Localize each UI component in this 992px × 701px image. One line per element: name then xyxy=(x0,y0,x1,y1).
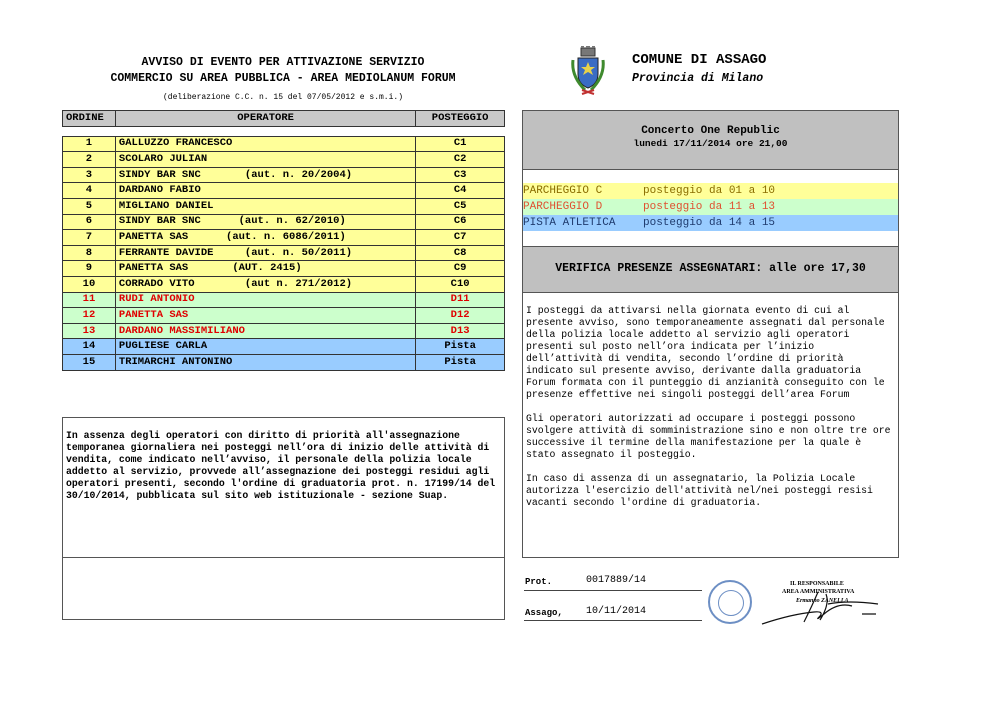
province-name: Provincia di Milano xyxy=(632,72,764,85)
operatore-cell: DARDANO FABIO xyxy=(115,183,415,199)
municipal-seal-icon xyxy=(708,580,752,624)
operators-table xyxy=(62,110,505,371)
event-name: Concerto One Republic xyxy=(641,125,780,137)
left-note-box xyxy=(62,417,505,558)
operatore-cell: RUDI ANTONIO xyxy=(115,292,415,308)
handwritten-signature-icon xyxy=(758,584,882,628)
notice-subtitle: (deliberazione C.C. n. 15 del 07/05/2012 e s.m.i.) xyxy=(162,93,404,102)
operatore-cell: FERRANTE DAVIDE (aut. n. 50/2011) xyxy=(115,245,415,261)
operatore-cell: PANETTA SAS (aut. n. 6086/2011) xyxy=(115,230,415,246)
posteggio-cell: Pista xyxy=(416,339,505,355)
table-row xyxy=(63,354,505,370)
posteggio-cell: C2 xyxy=(416,152,505,168)
parking-row xyxy=(523,199,898,215)
ordine-cell: 13 xyxy=(63,323,116,339)
right-note-paragraph-2: Gli operatori autorizzati ad occupare i posteggi possono svolgere attività di somministrazione sino e non oltre tre ore successive il termine della manifestazione per la quale è stato assegnato il posteggio. xyxy=(526,413,891,460)
date-underline xyxy=(524,620,702,621)
operatore-cell: PANETTA SAS xyxy=(115,308,415,324)
table-row xyxy=(63,323,505,339)
ordine-cell: 14 xyxy=(63,339,116,355)
parking-range: posteggio da 14 a 15 xyxy=(643,217,776,229)
col-header-ordine: ORDINE xyxy=(63,111,116,127)
operatore-cell: DARDANO MASSIMILIANO xyxy=(115,323,415,339)
ordine-cell: 8 xyxy=(63,245,116,261)
right-note-paragraph-3: In caso di assenza di un assegnatario, la Polizia Locale autorizza l'esercizio dell'attività nel/nei posteggi resisi vacanti secondo l'ordine di graduatoria. xyxy=(526,473,873,508)
table-row xyxy=(63,308,505,324)
table-row xyxy=(63,245,505,261)
posteggio-cell: C9 xyxy=(416,261,505,277)
ordine-cell: 15 xyxy=(63,354,116,370)
posteggio-cell: D11 xyxy=(416,292,505,308)
comune-name: COMUNE DI ASSAGO xyxy=(632,52,767,68)
posteggio-cell: C8 xyxy=(416,245,505,261)
posteggio-cell: D13 xyxy=(416,323,505,339)
operatore-cell: SCOLARO JULIAN xyxy=(115,152,415,168)
posteggio-cell: Pista xyxy=(416,354,505,370)
signature-title-2: AREA AMMINISTRATIVA xyxy=(782,589,855,595)
table-row xyxy=(63,339,505,355)
table-row xyxy=(63,214,505,230)
posteggio-cell: C1 xyxy=(416,136,505,152)
ordine-cell: 10 xyxy=(63,276,116,292)
table-row xyxy=(63,152,505,168)
left-note-text: In assenza degli operatori con diritto di priorità all'assegnazione temporanea giornaliera nei posteggi nell’ora di inizio delle attività di vendita, come indicato nell’avviso, il personale della polizia locale addetto al servizio, provvede all’assegnazione dei posteggi residui agli operatori presenti, secondo l'ordine di graduatoria prot. n. 17199/14 del 30/10/2014, pubblicata sul sito web istituzionale - sezione Suap. xyxy=(66,430,496,501)
ordine-cell: 2 xyxy=(63,152,116,168)
posteggio-cell: D12 xyxy=(416,308,505,324)
right-note-paragraph-1: I posteggi da attivarsi nella giornata evento di cui al presente avviso, sono temporaneamente assegnati dal personale della polizia locale addetto al servizio agli operatori presenti sul posto nell’ora indicata per l’inizio dell’attività di vendita, secondo l’ordine di priorità indicato sul presente avviso, derivante dalla graduatoria Forum formata con il punteggio di anzianità conseguito con le presenze effettive nei singoli posteggi dell’area Forum xyxy=(526,305,885,400)
parking-label: PARCHEGGIO C xyxy=(523,185,603,197)
operatore-cell: SINDY BAR SNC (aut. n. 20/2004) xyxy=(115,167,415,183)
parking-row xyxy=(523,183,898,199)
operatore-cell: PANETTA SAS (AUT. 2415) xyxy=(115,261,415,277)
parking-label: PARCHEGGIO D xyxy=(523,201,603,213)
ordine-cell: 7 xyxy=(63,230,116,246)
event-box xyxy=(522,110,899,170)
table-row xyxy=(63,292,505,308)
left-empty-box xyxy=(62,557,505,620)
ordine-cell: 11 xyxy=(63,292,116,308)
notice-title-line2: COMMERCIO SU AREA PUBBLICA - AREA MEDIOLANUM FORUM xyxy=(110,72,456,85)
right-note-box xyxy=(522,292,899,558)
operatore-cell: GALLUZZO FRANCESCO xyxy=(115,136,415,152)
table-row xyxy=(63,230,505,246)
operatore-cell: CORRADO VITO (aut n. 271/2012) xyxy=(115,276,415,292)
posteggio-cell: C4 xyxy=(416,183,505,199)
ordine-cell: 4 xyxy=(63,183,116,199)
operatore-cell: MIGLIANO DANIEL xyxy=(115,198,415,214)
ordine-cell: 1 xyxy=(63,136,116,152)
posteggio-cell: C7 xyxy=(416,230,505,246)
posteggio-cell: C3 xyxy=(416,167,505,183)
ordine-cell: 6 xyxy=(63,214,116,230)
parking-range: posteggio da 01 a 10 xyxy=(643,185,776,197)
ordine-cell: 5 xyxy=(63,198,116,214)
table-row xyxy=(63,276,505,292)
table-row xyxy=(63,198,505,214)
table-row xyxy=(63,261,505,277)
ordine-cell: 9 xyxy=(63,261,116,277)
signature-name: Ermanno ZANELLA xyxy=(796,598,849,604)
prot-label: Prot. xyxy=(525,577,553,587)
event-date: lunedi 17/11/2014 ore 21,00 xyxy=(633,138,788,149)
posteggio-cell: C6 xyxy=(416,214,505,230)
parking-label: PISTA ATLETICA xyxy=(523,217,616,229)
date-value: 10/11/2014 xyxy=(586,606,647,617)
table-row xyxy=(63,167,505,183)
col-header-operatore: OPERATORE xyxy=(115,111,415,127)
col-header-posteggio: POSTEGGIO xyxy=(416,111,505,127)
posteggio-cell: C5 xyxy=(416,198,505,214)
verifica-box xyxy=(522,246,899,293)
ordine-cell: 12 xyxy=(63,308,116,324)
table-row xyxy=(63,136,505,152)
parking-range: posteggio da 11 a 13 xyxy=(643,201,776,213)
coat-of-arms-icon xyxy=(570,46,606,96)
verifica-text: VERIFICA PRESENZE ASSEGNATARI: alle ore 17,30 xyxy=(555,262,866,275)
operatore-cell: SINDY BAR SNC (aut. n. 62/2010) xyxy=(115,214,415,230)
ordine-cell: 3 xyxy=(63,167,116,183)
table-row xyxy=(63,183,505,199)
posteggio-cell: C10 xyxy=(416,276,505,292)
notice-title-line1: AVVISO DI EVENTO PER ATTIVAZIONE SERVIZIO xyxy=(141,56,425,69)
operatore-cell: PUGLIESE CARLA xyxy=(115,339,415,355)
parking-row xyxy=(523,215,898,231)
place-label: Assago, xyxy=(525,608,563,618)
prot-value: 0017889/14 xyxy=(586,575,647,586)
prot-underline xyxy=(524,590,702,591)
operatore-cell: TRIMARCHI ANTONINO xyxy=(115,354,415,370)
signature-title-1: IL RESPONSABILE xyxy=(790,581,844,587)
table-header-row xyxy=(63,111,505,127)
